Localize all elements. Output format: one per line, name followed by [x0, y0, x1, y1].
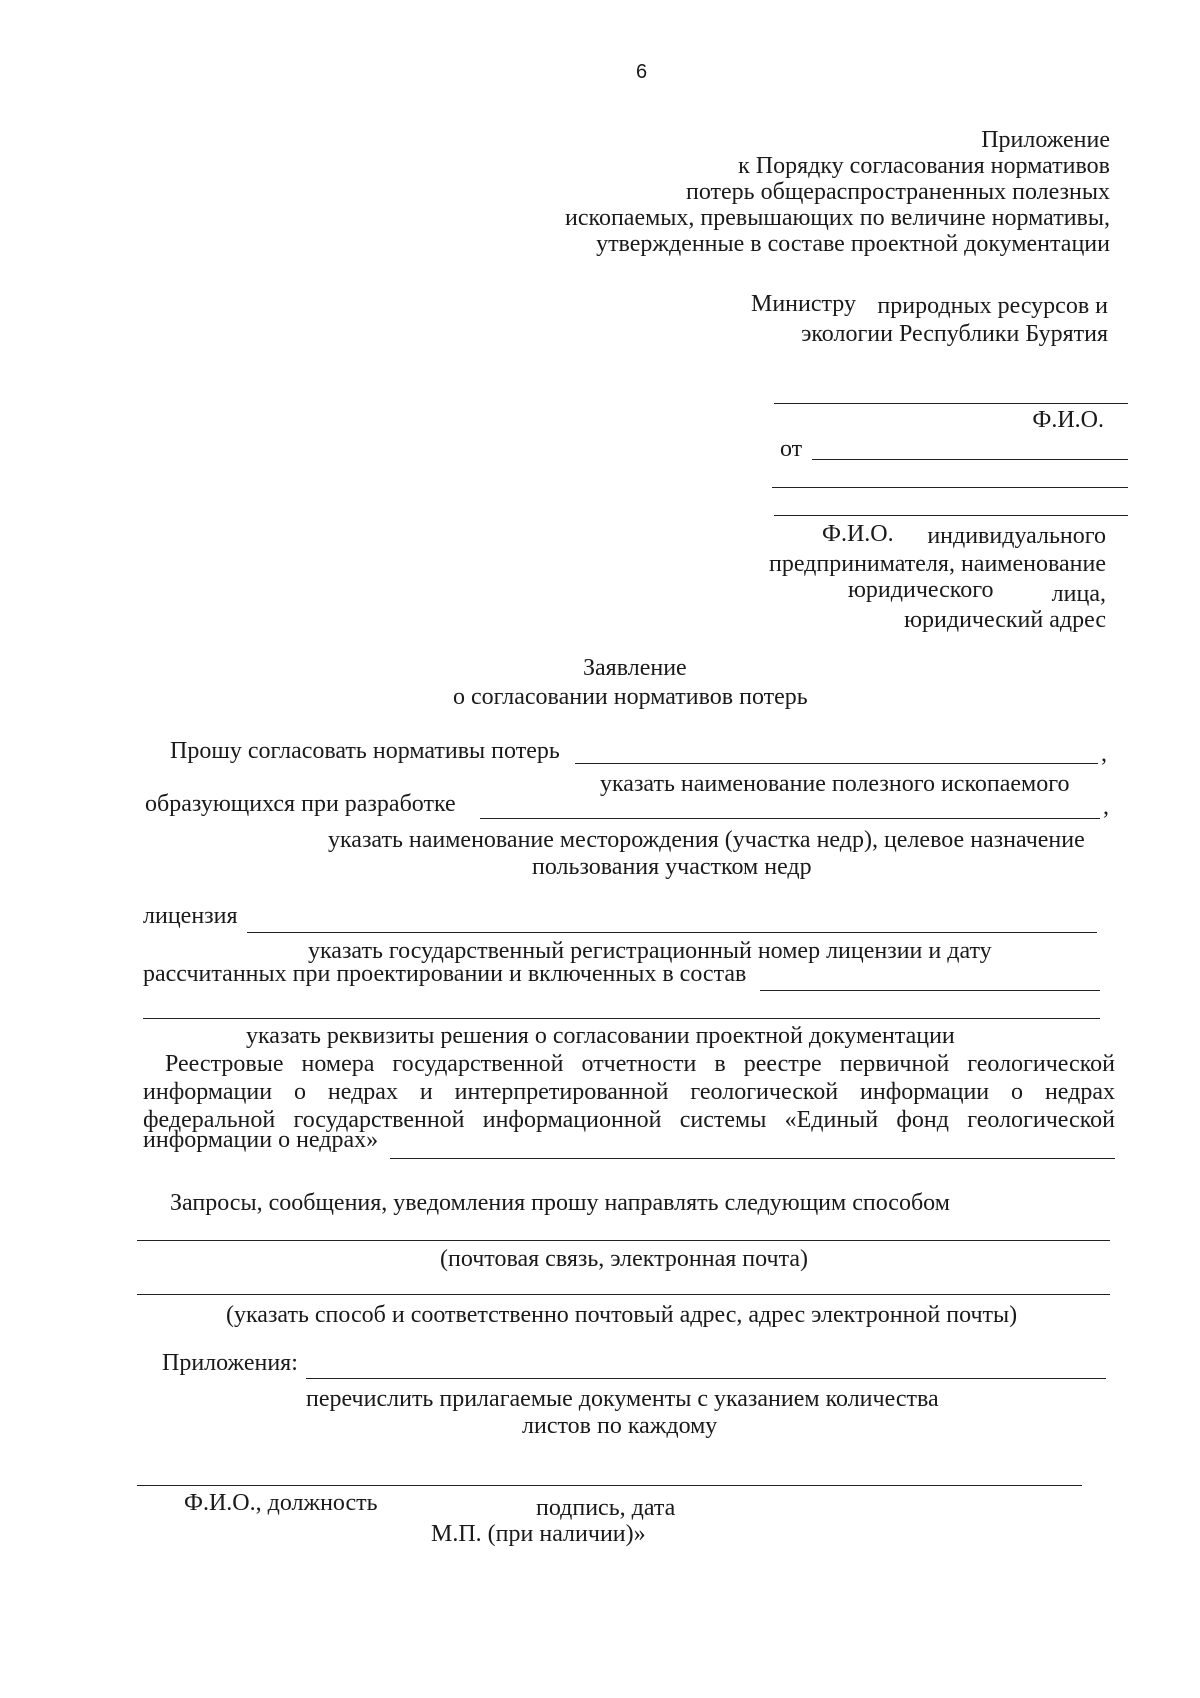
hint-deposit-line-1: указать наименование месторождения (участка недр), целевое назначение — [328, 827, 1085, 853]
comma: , — [1103, 794, 1109, 820]
appendix-line-4: ископаемых, превышающих по величине нормативы, — [565, 205, 1110, 231]
appendix-line-2: к Порядку согласования нормативов — [738, 153, 1110, 179]
hint-address: (указать способ и соответственно почтовый адрес, адрес электронной почты) — [226, 1302, 1018, 1328]
hint-deposit-line-2: пользования участком недр — [532, 854, 812, 880]
calculated-label: рассчитанных при проектировании и включенных в состав — [143, 961, 747, 987]
hint-license: указать государственный регистрационный номер лицензии и дату — [308, 938, 992, 964]
comma: , — [1101, 741, 1107, 767]
addressee-ministry-line-2: экологии Республики Бурятия — [801, 321, 1108, 347]
sign-date-label: подпись, дата — [536, 1495, 676, 1521]
license-label: лицензия — [143, 903, 238, 929]
document-title: Заявление — [583, 655, 687, 681]
attachments-label: Приложения: — [162, 1350, 298, 1376]
signature-line — [137, 1485, 1082, 1486]
registry-paragraph-line-2: информации о недрах и интерпретированной геологической информации о недрах — [143, 1079, 1115, 1105]
appendix-line-1: Приложение — [981, 127, 1110, 153]
applicant-line-2 — [772, 487, 1128, 488]
method-line — [137, 1240, 1110, 1241]
mineral-line — [575, 763, 1098, 764]
license-line — [247, 932, 1097, 933]
hint-decision: указать реквизиты решения о согласовании проектной документации — [246, 1023, 955, 1049]
registry-paragraph-line-3: федеральной государственной информационной системы «Единый фонд геологической — [143, 1107, 1115, 1133]
minister-name-line — [774, 403, 1128, 404]
hint-attachments-line-2: листов по каждому — [522, 1413, 718, 1439]
from-label: от — [780, 436, 803, 462]
applicant-entrepreneur-label: индивидуального — [927, 523, 1106, 549]
document-subtitle: о согласовании нормативов потерь — [453, 684, 808, 710]
attachments-line — [306, 1378, 1106, 1379]
applicant-line-1 — [812, 459, 1128, 460]
deposit-line — [480, 818, 1100, 819]
applicant-legal-label: юридического — [848, 577, 994, 603]
addressee-minister: Министру — [751, 291, 856, 317]
registry-numbers-line — [390, 1158, 1115, 1159]
page-number: 6 — [636, 61, 648, 83]
address-line — [137, 1294, 1110, 1295]
formed-label: образующихся при разработке — [145, 791, 456, 817]
project-doc-line-1 — [760, 990, 1100, 991]
project-doc-line-2 — [143, 1018, 1100, 1019]
appendix-line-5: утвержденные в составе проектной документации — [596, 231, 1110, 257]
hint-mineral: указать наименование полезного ископаемого — [600, 771, 1070, 797]
hint-method: (почтовая связь, электронная почта) — [440, 1246, 809, 1272]
applicant-line-2-label: предпринимателя, наименование — [768, 551, 1106, 577]
requests-label: Запросы, сообщения, уведомления прошу направлять следующим способом — [170, 1190, 950, 1216]
applicant-fio-label: Ф.И.О. — [822, 521, 894, 547]
registry-paragraph-line-1: Реестровые номера государственной отчетности в реестре первичной геологической — [165, 1051, 1115, 1077]
applicant-entity-label: лица, — [1051, 581, 1106, 607]
request-label: Прошу согласовать нормативы потерь — [170, 738, 560, 764]
registry-paragraph-line-4: информации о недрах» — [143, 1127, 379, 1153]
fio-position-label: Ф.И.О., должность — [184, 1490, 378, 1516]
hint-attachments-line-1: перечислить прилагаемые документы с указанием количества — [306, 1386, 939, 1412]
applicant-line-3 — [774, 515, 1128, 516]
stamp-label: М.П. (при наличии)» — [431, 1521, 646, 1547]
minister-fio-label: Ф.И.О. — [1032, 407, 1104, 433]
addressee-ministry: природных ресурсов и — [877, 293, 1108, 319]
applicant-address-label: юридический адрес — [904, 607, 1106, 633]
appendix-line-3: потерь общераспространенных полезных — [686, 179, 1110, 205]
